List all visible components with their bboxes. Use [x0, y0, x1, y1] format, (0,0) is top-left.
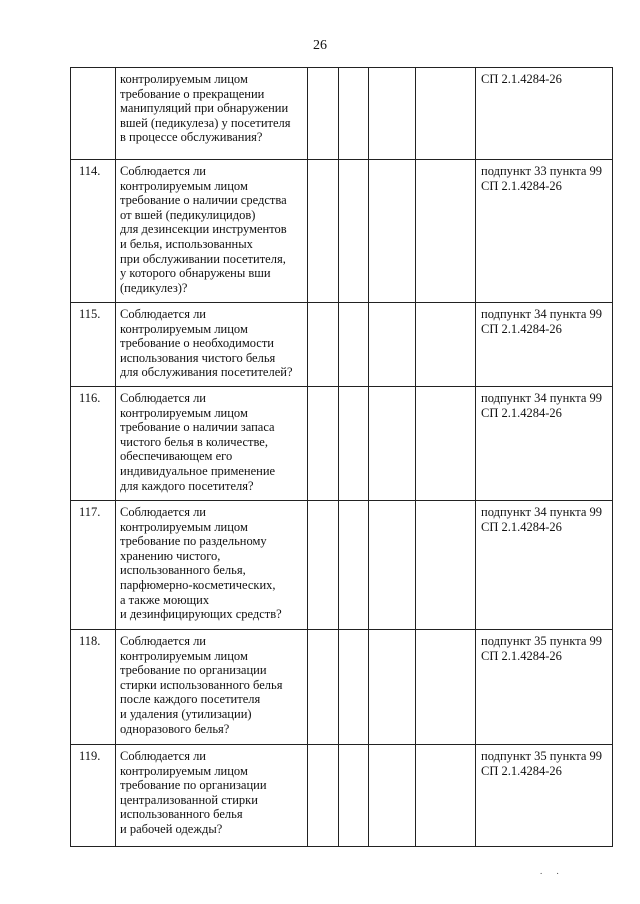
- question-text: Соблюдается ли контролируемым лицом требование о необходимости использования чистого белья для обслуживания посетителей?: [116, 303, 308, 387]
- item-number: 119.: [71, 745, 116, 847]
- table-row: [71, 303, 613, 387]
- reference-text: подпункт 33 пункта 99 СП 2.1.4284-26: [476, 160, 613, 303]
- question-text: Соблюдается ли контролируемым лицом требование по раздельному хранению чистого, использованного белья, парфюмерно-косметических, а также моющих и дезинфицирующих средств?: [116, 501, 308, 630]
- answer-cell-na: [369, 303, 416, 387]
- comment-cell: [416, 630, 476, 745]
- answer-cell-yes: [308, 387, 339, 501]
- answer-cell-yes: [308, 630, 339, 745]
- comment-cell: [416, 745, 476, 847]
- item-number: 117.: [71, 501, 116, 630]
- answer-cell-yes: [308, 501, 339, 630]
- answer-cell-yes: [308, 745, 339, 847]
- reference-text: подпункт 34 пункта 99 СП 2.1.4284-26: [476, 387, 613, 501]
- comment-cell: [416, 501, 476, 630]
- item-number: 116.: [71, 387, 116, 501]
- question-text: Соблюдается ли контролируемым лицом требование о наличии запаса чистого белья в количестве, обеспечивающем его индивидуальное применение для каждого посетителя?: [116, 387, 308, 501]
- reference-text: подпункт 34 пункта 99 СП 2.1.4284-26: [476, 501, 613, 630]
- page-number: 26: [313, 38, 327, 53]
- answer-cell-no: [339, 501, 369, 630]
- table-row: [71, 160, 613, 303]
- item-number: [71, 68, 116, 160]
- table-row: [71, 68, 613, 160]
- answer-cell-no: [339, 68, 369, 160]
- table-row: [71, 501, 613, 630]
- answer-cell-yes: [308, 68, 339, 160]
- answer-cell-no: [339, 387, 369, 501]
- answer-cell-no: [339, 630, 369, 745]
- scan-artifact-mark: . .: [540, 866, 565, 876]
- reference-text: подпункт 35 пункта 99 СП 2.1.4284-26: [476, 630, 613, 745]
- comment-cell: [416, 303, 476, 387]
- answer-cell-no: [339, 745, 369, 847]
- answer-cell-na: [369, 68, 416, 160]
- answer-cell-na: [369, 630, 416, 745]
- reference-text: СП 2.1.4284-26: [476, 68, 613, 160]
- table-row: [71, 630, 613, 745]
- question-text: Соблюдается ли контролируемым лицом требование о наличии средства от вшей (педикулицидов) для дезинсекции инструментов и белья, использованных при обслуживании посетителя, у которого обнаружены вши (педикулез)?: [116, 160, 308, 303]
- question-text: контролируемым лицом требование о прекращении манипуляций при обнаружении вшей (педикулеза) у посетителя в процессе обслуживания?: [116, 68, 308, 160]
- table-row: [71, 745, 613, 847]
- reference-text: подпункт 34 пункта 99 СП 2.1.4284-26: [476, 303, 613, 387]
- comment-cell: [416, 160, 476, 303]
- table-row: [71, 387, 613, 501]
- answer-cell-yes: [308, 160, 339, 303]
- answer-cell-na: [369, 160, 416, 303]
- comment-cell: [416, 68, 476, 160]
- reference-text: подпункт 35 пункта 99 СП 2.1.4284-26: [476, 745, 613, 847]
- answer-cell-no: [339, 303, 369, 387]
- question-text: Соблюдается ли контролируемым лицом требование по организации стирки использованного белья после каждого посетителя и удаления (утилизации) одноразового белья?: [116, 630, 308, 745]
- question-text: Соблюдается ли контролируемым лицом требование по организации централизованной стирки использованного белья и рабочей одежды?: [116, 745, 308, 847]
- answer-cell-na: [369, 501, 416, 630]
- answer-cell-na: [369, 745, 416, 847]
- item-number: 115.: [71, 303, 116, 387]
- answer-cell-yes: [308, 303, 339, 387]
- answer-cell-na: [369, 387, 416, 501]
- comment-cell: [416, 387, 476, 501]
- item-number: 114.: [71, 160, 116, 303]
- item-number: 118.: [71, 630, 116, 745]
- answer-cell-no: [339, 160, 369, 303]
- checklist-table: [70, 67, 613, 847]
